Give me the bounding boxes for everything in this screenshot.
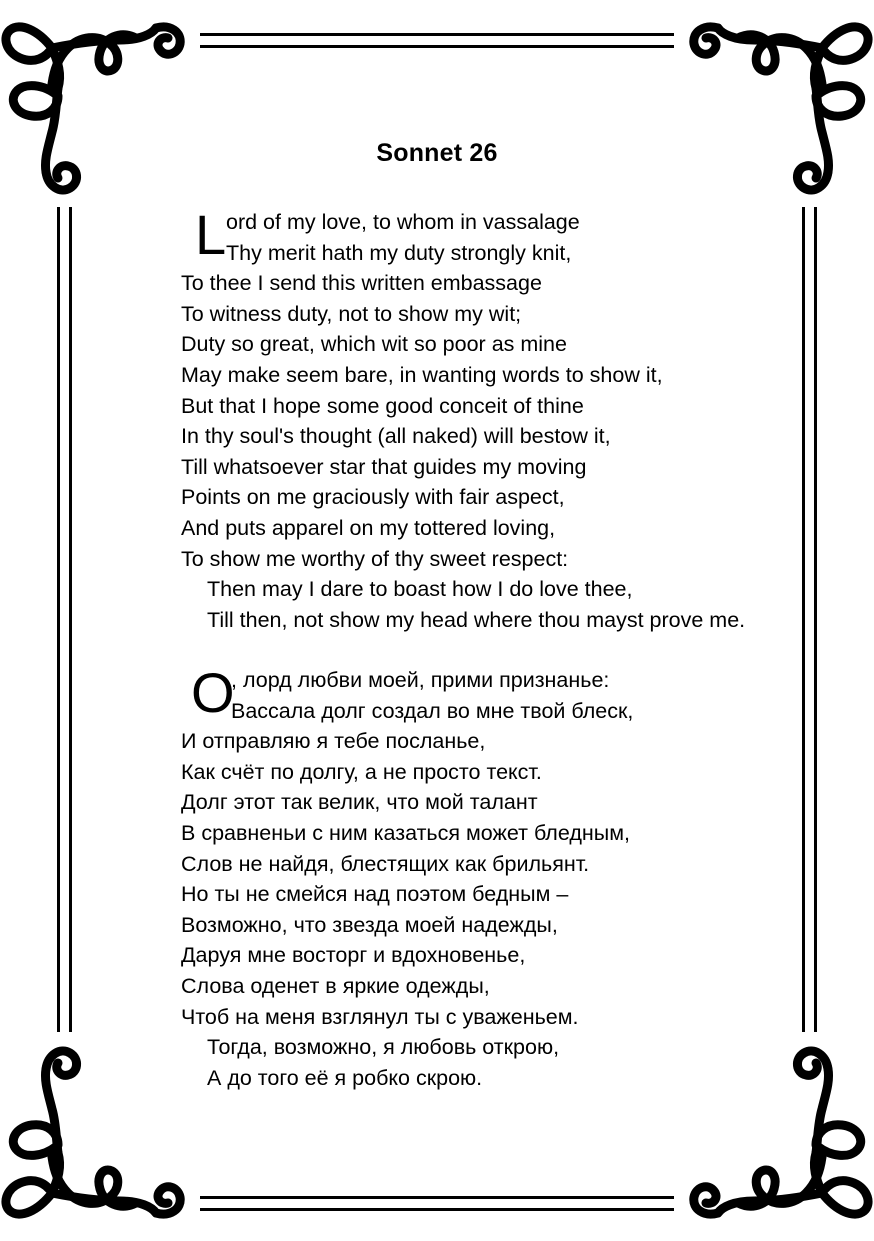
corner-flourish-top-left-icon [0, 0, 200, 200]
poem-line: May make seem bare, in wanting words to show it, [181, 362, 663, 387]
border-rule-left-inner [69, 207, 72, 1032]
poem-line: Слова оденет в яркие одежды, [181, 973, 490, 998]
poem-line: To witness duty, not to show my wit; [181, 301, 522, 326]
dropcap-russian: О [191, 661, 234, 724]
poem-line: To show me worthy of thy sweet respect: [181, 546, 569, 571]
border-rule-bottom-inner [200, 1208, 674, 1211]
stanza-russian [181, 661, 841, 1093]
border-rule-left-outer [57, 207, 60, 1032]
poem-line: Then may I dare to boast how I do love thee, [207, 577, 633, 602]
corner-flourish-top-right-icon [674, 0, 874, 200]
poem-line: И отправляю я тебе посланье, [181, 729, 486, 754]
poem-line: Duty so great, which wit so poor as mine [181, 332, 567, 357]
poem-line: , лорд любви моей, прими признанье: [231, 668, 610, 692]
poem-line: Чтоб на меня взглянул ты с уваженьем. [181, 1004, 579, 1029]
poem-line: In thy soul's thought (all naked) will bestow it, [181, 424, 611, 449]
poem-line: Долг этот так велик, что мой талант [181, 790, 538, 815]
poem-line: Возможно, что звезда моей надежды, [181, 912, 558, 937]
poem-line: А до того её я робко скрою. [207, 1065, 483, 1090]
poem-line: Till whatsoever star that guides my moving [181, 454, 587, 479]
poem-line: Как счёт по долгу, а не просто текст. [181, 759, 542, 784]
poem-line: To thee I send this written embassage [181, 271, 542, 296]
border-rule-bottom-outer [200, 1196, 674, 1199]
border-rule-top-inner [200, 45, 674, 48]
poem-line: Thy merit hath my duty strongly knit, [226, 240, 572, 265]
border-rule-top-outer [200, 33, 674, 36]
poem-line: Points on me graciously with fair aspect, [181, 485, 565, 510]
poem-line: And puts apparel on my tottered loving, [181, 515, 556, 540]
corner-flourish-bottom-left-icon [0, 1041, 200, 1241]
poem-line: Вассала долг создал во мне твой блеск, [231, 698, 634, 723]
poem-line: Слов не найдя, блестящих как брильянт. [181, 851, 590, 876]
page-title: Sonnet 26 [376, 139, 498, 167]
poem-line: Тогда, возможно, я любовь открою, [207, 1035, 560, 1060]
poem-line: Даруя мне восторг и вдохновенье, [181, 943, 526, 968]
poem-line: Но ты не смейся над поэтом бедным – [181, 882, 569, 907]
poem-line: But that I hope some good conceit of thine [181, 393, 584, 418]
poem-line: В сравненьи с ним казаться может бледным, [181, 820, 630, 845]
stanza-english [181, 203, 841, 635]
poem-line: ord of my love, to whom in vassalage [226, 210, 580, 234]
poem-line: Till then, not show my head where thou mayst prove me. [207, 607, 746, 632]
dropcap-english: L [195, 203, 226, 266]
